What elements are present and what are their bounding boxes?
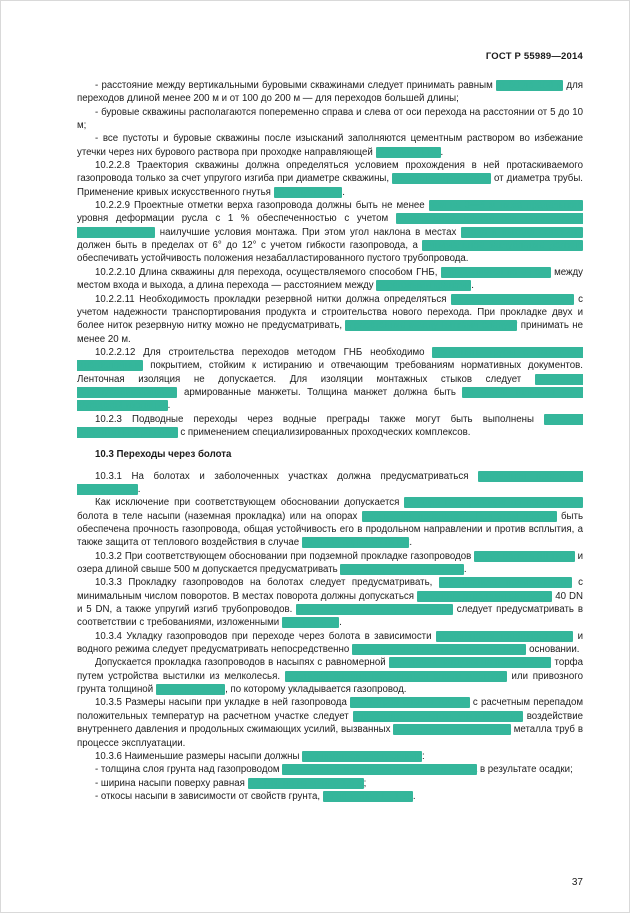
text-run: воздействие внутреннего давления и продольных сжимающих усилий, вызванных bbox=[77, 710, 583, 736]
text-run: 10.2.2.9 Проектные отметки верха газопровода должны быть не менее bbox=[95, 200, 429, 212]
paragraph bbox=[77, 132, 583, 159]
highlight-mark: от 50 до 100 м bbox=[496, 80, 564, 91]
highlight-mark: скважины ГНБ bbox=[375, 146, 441, 158]
highlight-mark: диаметром свыше 700 мм bbox=[350, 697, 470, 709]
paragraph bbox=[77, 106, 583, 133]
highlight-mark: приниматься следующими bbox=[302, 750, 422, 762]
text-run: - откосы насыпи в зависимости от свойств грунта, bbox=[95, 790, 323, 802]
text-run: и озера длиной свыше 500 м допускается предусматривать bbox=[77, 550, 583, 576]
paragraph bbox=[77, 293, 583, 346]
paragraph bbox=[77, 696, 583, 749]
text-run: 10.3.1 На болотах и заболоченных участках должна предусматриваться bbox=[95, 470, 479, 482]
text-run: принимать не менее 20 м. bbox=[77, 320, 583, 345]
highlight-mark: Надземную прокладку на болотах bbox=[296, 604, 453, 616]
document-code-header: ГОСТ Р 55989—2014 bbox=[485, 51, 583, 62]
text-run: - все пустоты и буровые скважины после изысканий заполняются цементным раствором во избежание утечки через них бурового раствора при проходке направляющей bbox=[77, 133, 583, 158]
highlight-mark: разрыва одной из ниток bbox=[301, 537, 410, 549]
text-run: между местом входа и выхода, а длина перехода — расстоянием между bbox=[77, 266, 583, 292]
highlight-mark: (надземная прокладка). При этом должна bbox=[361, 510, 557, 522]
text-run: : bbox=[421, 750, 425, 762]
text-run: наилучшие условия монтажа. При этом угол наклона в местах bbox=[155, 226, 461, 238]
text-run: с минимальным числом поворотов. В местах поворота должны допускаться bbox=[77, 577, 584, 602]
text-run: или привозного грунта толщиной bbox=[77, 670, 583, 696]
text-run: 10.3.6 Наименьшие размеры насыпи должны bbox=[95, 750, 303, 762]
highlight-mark: как правило, прямолинейно bbox=[438, 577, 572, 589]
highlight-mark: не менее 25 см bbox=[155, 684, 226, 696]
text-run: Допускается прокладка газопроводов в насыпях с равномерной bbox=[95, 657, 389, 669]
highlight-mark: применять термоусаживающиеся bbox=[77, 373, 583, 398]
highlight-mark: минимальное заглубление должно bbox=[422, 240, 583, 252]
paragraph bbox=[77, 346, 583, 413]
highlight-mark: составляющем 120 % bbox=[392, 173, 491, 185]
highlight-mark: а расстояние между нитками следует bbox=[345, 320, 518, 332]
text-run: 10.2.2.11 Необходимость прокладки резервной нитки должна определяться bbox=[95, 293, 451, 305]
text-run: уровня деформации русла с 1 % обеспеченностью с учетом bbox=[77, 213, 396, 225]
paragraph bbox=[77, 550, 583, 577]
text-run: . bbox=[463, 564, 467, 576]
text-run: - буровые скважины располагаются попеременно справа и слева от оси перехода на расстоянии от 5 до 10 м; bbox=[77, 106, 583, 132]
highlight-mark: методом микротоннелирования bbox=[77, 413, 583, 438]
text-run: обеспечивать устойчивость положения незабалластированного пустого трубопровода. bbox=[77, 253, 469, 265]
text-run: . bbox=[471, 280, 474, 292]
paragraph bbox=[77, 790, 583, 803]
highlight-mark: входа и выхода скважины bbox=[460, 226, 584, 238]
highlight-mark: береговыми кранами bbox=[376, 280, 472, 292]
highlight-mark: не менее 0,8 м с учетом уплотнения грунта bbox=[282, 764, 478, 776]
text-run: металла труб в процессе эксплуатации. bbox=[77, 724, 583, 749]
highlight-mark: в разделе 11 bbox=[281, 617, 340, 629]
text-run: , по которому укладывается газопровод. bbox=[225, 684, 407, 696]
highlight-mark: из экономических условий bbox=[450, 293, 574, 305]
text-run: - толщина слоя грунта над газопроводом bbox=[95, 764, 283, 776]
paragraph bbox=[77, 159, 583, 199]
text-run: торфа путем устройства выстилки из мелколесья. bbox=[77, 657, 583, 682]
text-run: 10.2.3 Подводные переходы через водные преграды также могут быть выполнены bbox=[95, 413, 545, 425]
highlight-mark: изменением температуры bbox=[393, 724, 511, 736]
paragraph bbox=[77, 750, 583, 763]
text-run: - расстояние между вертикальными буровыми скважинами следует принимать равным bbox=[95, 80, 496, 91]
text-run: . bbox=[440, 146, 444, 158]
text-run: - ширина насыпи поверху равная bbox=[95, 777, 248, 789]
highlight-mark: укладка газопроводов по поверхности bbox=[404, 497, 583, 509]
paragraph bbox=[77, 656, 583, 696]
highlight-mark: Выстилка должна покрываться слоем местного bbox=[284, 670, 507, 682]
highlight-mark: прокладку резервной нитки bbox=[340, 564, 464, 576]
text-run: 10.2.2.10 Длина скважины для перехода, осуществляемого способом ГНБ, bbox=[95, 266, 441, 278]
text-run: быть обеспечена прочность газопровода, общая устойчивость его в продольном направлении и против всплытия, а также защита от теплового воздействия в случае bbox=[77, 510, 583, 549]
text-run: 10.3 Переходы через болота bbox=[95, 449, 232, 461]
text-run: в результате осадки; bbox=[477, 764, 573, 776]
highlight-mark: определяется по ее оси bbox=[440, 266, 551, 278]
document-body bbox=[77, 79, 583, 803]
text-run: 10.3.3 Прокладку газопроводов на болотах следует предусматривать, bbox=[95, 577, 439, 589]
text-run: . bbox=[342, 186, 345, 198]
highlight-mark: применять трубы с заводским многослойным bbox=[77, 346, 583, 372]
text-run: 10.3.4 Укладку газопроводов при переходе через болота в зависимости bbox=[95, 630, 436, 642]
highlight-mark: повороты отводами радиусом bbox=[416, 590, 553, 602]
text-run: следует предусматривать в соответствии с требованиями, изложенными bbox=[77, 604, 583, 629]
paragraph bbox=[77, 79, 583, 106]
highlight-mark: не допускается bbox=[273, 186, 343, 198]
text-run: болота в теле насыпи (наземная прокладка) или на опорах bbox=[77, 510, 362, 522]
text-run: с учетом надежности транспортирования продукта и строительства нового перехода. При прокладке двух и более ниток резервную нитку можно не предусматривать, bbox=[77, 293, 583, 332]
text-run: от диаметра трубы. Применение кривых искусственного гнутья bbox=[77, 173, 583, 198]
paragraph bbox=[77, 576, 583, 629]
highlight-mark: передачей нагрузки на поверхность bbox=[388, 657, 552, 669]
paragraph bbox=[77, 496, 583, 549]
text-run: для переходов длиной менее 200 м и от 100 до 200 м — для переходов большей длины; bbox=[77, 80, 583, 105]
text-run: должен быть в пределах от 6° до 12° с учетом гибкости газопровода, а bbox=[77, 240, 423, 252]
text-run: 40 DN и 5 DN, а также упругий изгиб трубопроводов. bbox=[77, 590, 584, 616]
text-run: Как исключение при соответствующем обосновании допускается bbox=[95, 497, 405, 509]
text-run: . bbox=[137, 483, 141, 495]
highlight-mark: определять расчетом, учитывающим bbox=[352, 710, 523, 722]
paragraph bbox=[77, 763, 583, 776]
highlight-mark: не менее толщины слоя заводской изоляции bbox=[77, 386, 584, 412]
text-run: с расчетным перепадом положительных температур на расчетном участке следует bbox=[77, 697, 583, 722]
text-run: . bbox=[339, 617, 342, 629]
highlight-mark: чем на 3—5 м ниже предельного bbox=[428, 200, 584, 212]
text-run: основании. bbox=[526, 644, 580, 656]
highlight-mark: в торфяном слое или на минеральном bbox=[351, 644, 527, 656]
text-run: армированные манжеты. Толщина манжет должна быть bbox=[177, 386, 463, 398]
text-run: покрытием, стойким к истиранию и отвечающим требованиям нормативных документов. Ленточная изоляция не допускается. Для изоляции монтажных стыков следует bbox=[77, 360, 583, 385]
highlight-mark: но не менее 1 : 1,25 bbox=[322, 790, 413, 802]
text-run: 10.3.2 При соответствующем обосновании при подземной прокладке газопроводов bbox=[95, 550, 475, 562]
page-number: 37 bbox=[571, 877, 583, 888]
text-run: . bbox=[412, 790, 416, 802]
text-run: 10.3.5 Размеры насыпи при укладке в ней газопровода bbox=[95, 697, 351, 709]
paragraph bbox=[77, 630, 583, 657]
text-run: с применением специализированных проходческих комплексов. bbox=[177, 426, 471, 438]
paragraph bbox=[77, 470, 583, 497]
paragraph bbox=[77, 413, 583, 440]
highlight-mark: подземная прокладка газопроводов bbox=[77, 470, 584, 495]
paragraph bbox=[77, 266, 583, 293]
text-run: . bbox=[167, 400, 171, 412]
text-run: 10.2.2.12 Для строительства переходов методом ГНБ необходимо bbox=[95, 346, 433, 358]
highlight-mark: оптимальной кривой оси газопровода, обеспечивающей bbox=[77, 213, 583, 238]
highlight-mark: через болота (III типа) bbox=[474, 550, 575, 562]
highlight-mark: 1,5 DN, но не менее 1,5 м bbox=[247, 777, 364, 789]
text-run: и водного режима следует предусматривать непосредственно bbox=[77, 630, 583, 656]
paragraph bbox=[77, 199, 583, 266]
highlight-mark: от мощности торфяного слоя bbox=[435, 630, 574, 642]
text-run: . bbox=[409, 537, 413, 549]
text-run: ; bbox=[363, 777, 367, 789]
section-heading bbox=[77, 448, 583, 461]
paragraph bbox=[77, 777, 583, 790]
text-run: 10.2.2.8 Траектория скважины должна определяться условием прохождения в ней протаскиваемого газопровода только за счет упругого изгиба при диаметре скважины, bbox=[77, 160, 583, 185]
